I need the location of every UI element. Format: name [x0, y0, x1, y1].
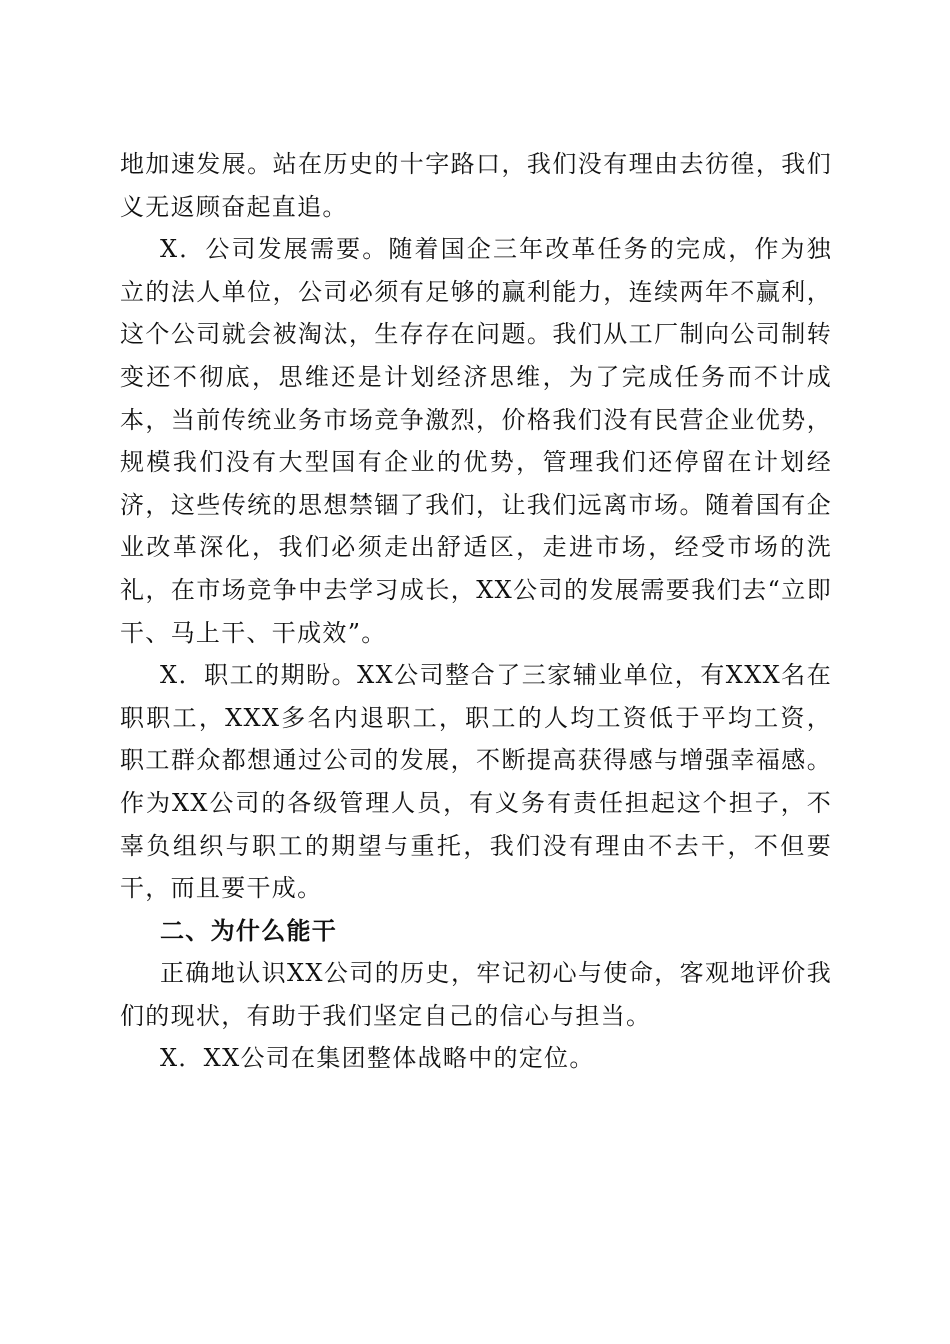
paragraph-strategic-positioning: X．XX公司在集团整体战略中的定位。 [160, 1044, 595, 1073]
section-heading-why-we-can: 二、为什么能干 [160, 916, 338, 945]
document-body [120, 143, 832, 1080]
paragraph-continuation: 地加速发展。站在历史的十字路口，我们没有理由去彷徨，我们义无返顾奋起直追。 [120, 150, 832, 221]
paragraph-understanding-history: 正确地认识XX公司的历史，牢记初心与使命，客观地评价我们的现状，有助于我们坚定自己的信心与担当。 [120, 959, 832, 1030]
paragraph-employee-expectations: X．职工的期盼。XX公司整合了三家辅业单位，有XXX名在职职工，XXX多名内退职工，职工的人均工资低于平均工资，职工群众都想通过公司的发展，不断提高获得感与增强幸福感。作为XX公司的各级管理人员，有义务有责任担起这个担子，不辜负组织与职工的期望与重托，我们没有理由不去干，不但要干，而且要干成。 [120, 661, 832, 903]
paragraph-company-development-needs: X．公司发展需要。随着国企三年改革任务的完成，作为独立的法人单位，公司必须有足够的赢利能力，连续两年不赢利，这个公司就会被淘汰，生存存在问题。我们从工厂制向公司制转变还不彻底，思维还是计划经济思维，为了完成任务而不计成本，当前传统业务市场竞争激烈，价格我们没有民营企业优势，规模我们没有大型国有企业的优势，管理我们还停留在计划经济，这些传统的思想禁锢了我们，让我们远离市场。随着国有企业改革深化，我们必须走出舒适区，走进市场，经受市场的洗礼，在市场竞争中去学习成长，XX公司的发展需要我们去“立即干、马上干、干成效”。 [120, 235, 832, 647]
